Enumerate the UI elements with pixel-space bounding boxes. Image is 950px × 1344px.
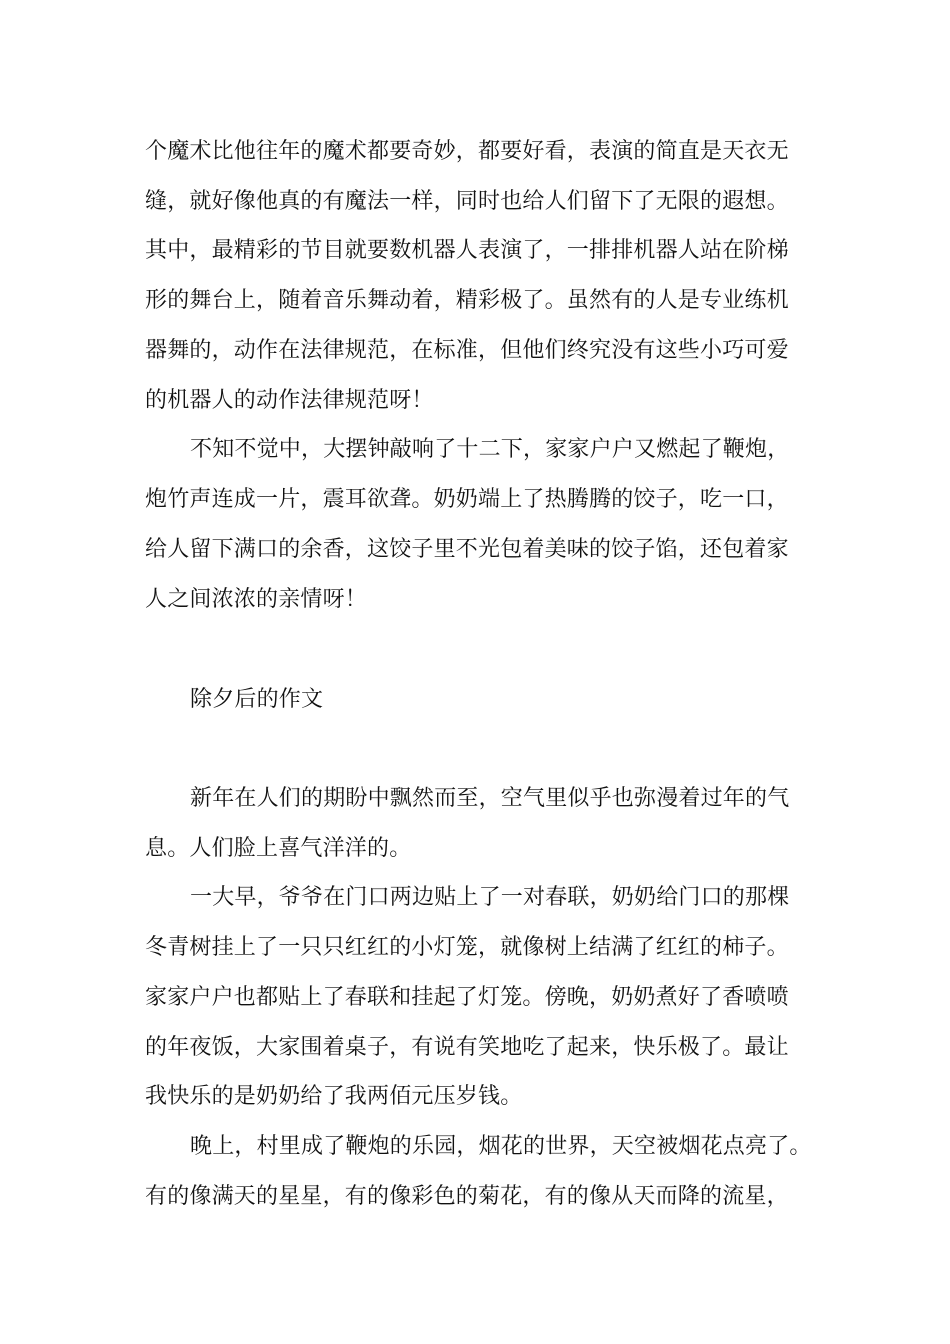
text-line: 家家户户也都贴上了春联和挂起了灯笼。傍晚，奶奶煮好了香喷喷 — [145, 985, 789, 1010]
text-line: 炮竹声连成一片，震耳欲聋。奶奶端上了热腾腾的饺子，吃一口， — [145, 487, 789, 512]
text-line: 形的舞台上，随着音乐舞动着，精彩极了。虽然有的人是专业练机 — [145, 288, 789, 313]
text-line: 器舞的，动作在法律规范，在标准，但他们终究没有这些小巧可爱 — [145, 338, 789, 363]
text-line: 给人留下满口的余香，这饺子里不光包着美味的饺子馅，还包着家 — [145, 537, 789, 562]
text-line: 其中，最精彩的节目就要数机器人表演了，一排排机器人站在阶梯 — [145, 238, 789, 263]
text-line: 息。人们脸上喜气洋洋的。 — [145, 836, 412, 861]
text-line: 缝，就好像他真的有魔法一样，同时也给人们留下了无限的遐想。 — [145, 189, 789, 214]
text-line: 不知不觉中，大摆钟敲响了十二下，家家户户又燃起了鞭炮， — [190, 437, 790, 462]
text-line: 人之间浓浓的亲情呀！ — [145, 587, 368, 612]
text-line: 有的像满天的星星，有的像彩色的菊花，有的像从天而降的流星， — [145, 1184, 789, 1209]
text-line: 一大早，爷爷在门口两边贴上了一对春联，奶奶给门口的那棵 — [190, 885, 790, 910]
text-line: 新年在人们的期盼中飘然而至，空气里似乎也弥漫着过年的气 — [190, 786, 790, 811]
text-line: 的年夜饭，大家围着桌子，有说有笑地吃了起来，快乐极了。最让 — [145, 1035, 789, 1060]
text-line: 晚上，村里成了鞭炮的乐园，烟花的世界，天空被烟花点亮了。 — [190, 1134, 812, 1159]
essay-title: 除夕后的作文 — [190, 687, 324, 712]
text-line: 我快乐的是奶奶给了我两佰元压岁钱。 — [145, 1084, 523, 1109]
text-line: 冬青树挂上了一只只红红的小灯笼，就像树上结满了红红的柿子。 — [145, 935, 789, 960]
text-line: 个魔术比他往年的魔术都要奇妙，都要好看，表演的简直是天衣无 — [145, 139, 789, 164]
text-line: 的机器人的动作法律规范呀！ — [145, 388, 434, 413]
